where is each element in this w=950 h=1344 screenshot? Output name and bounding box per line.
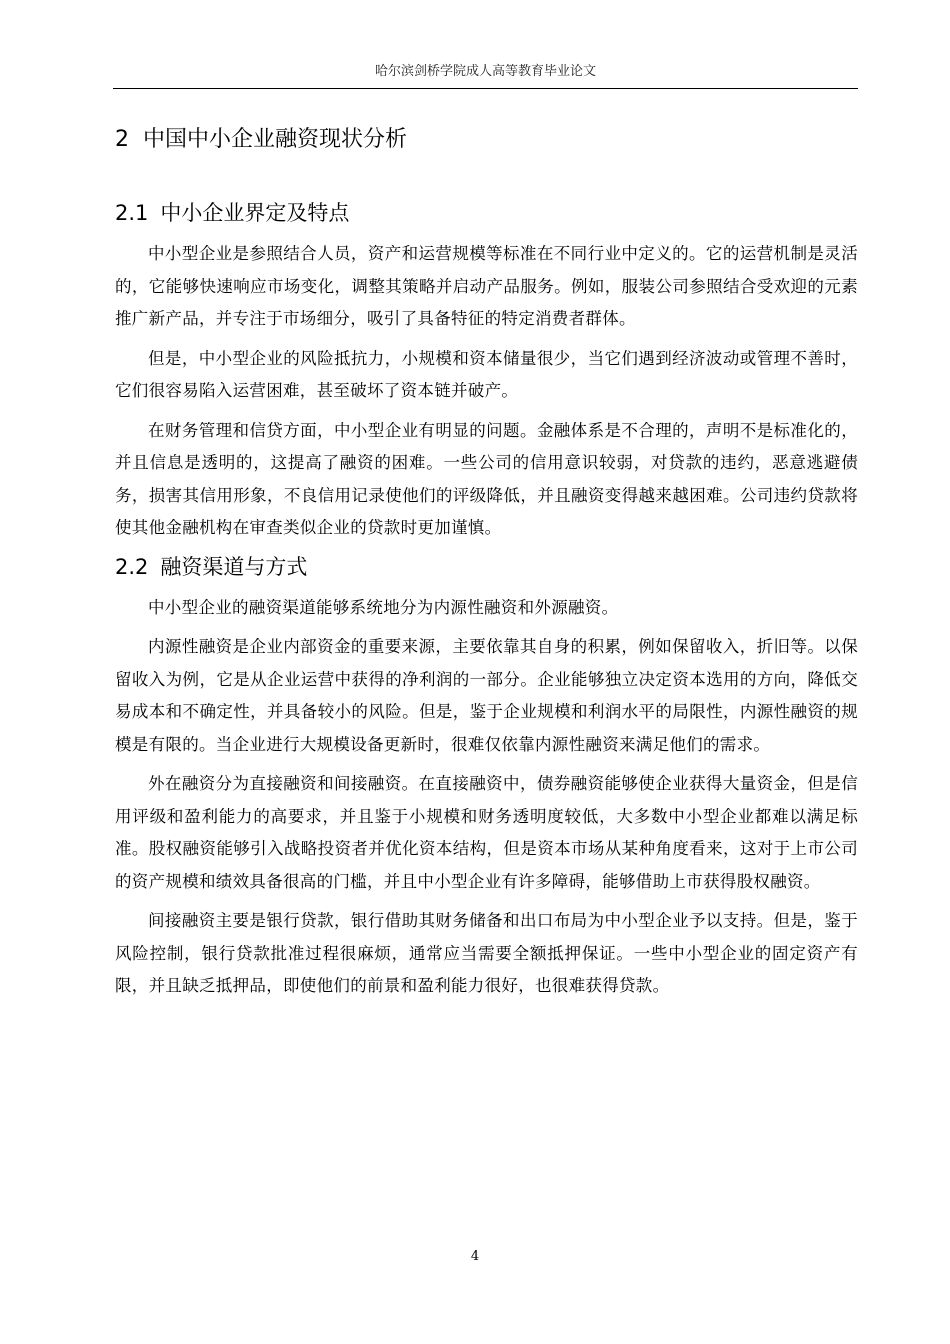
section-heading-2-1 <box>115 192 858 234</box>
paragraph: 在财务管理和信贷方面，中小型企业有明显的问题。金融体系是不合理的，声明不是标准化的，并且信息是透明的，这提高了融资的困难。一些公司的信用意识较弱，对贷款的违约，恶意逃避债务，损害其信用形象，不良信用记录使他们的评级降低，并且融资变得越来越困难。公司违约贷款将使其他金融机构在审查类似企业的贷款时更加谨慎。 <box>115 420 858 537</box>
page-number: 4 <box>470 1249 480 1264</box>
chapter-heading <box>115 118 858 162</box>
running-header: 哈尔滨剑桥学院成人高等教育毕业论文 <box>374 64 596 79</box>
paragraph: 中小型企业是参照结合人员，资产和运营规模等标准在不同行业中定义的。它的运营机制是灵活的，它能够快速响应市场变化，调整其策略并启动产品服务。例如，服装公司参照结合受欢迎的元素推广新产品，并专注于市场细分，吸引了具备特征的特定消费者群体。 <box>115 244 858 328</box>
section-title: 融资渠道与方式 <box>160 554 308 579</box>
paragraph: 中小型企业的融资渠道能够系统地分为内源性融资和外源融资。 <box>148 597 619 617</box>
chapter-number: 2 <box>115 127 129 152</box>
section-title: 中小企业界定及特点 <box>160 201 350 225</box>
paragraph: 间接融资主要是银行贷款，银行借助其财务储备和出口布局为中小型企业予以支持。但是，鉴于风险控制，银行贷款批准过程很麻烦，通常应当需要全额抵押保证。一些中小型企业的固定资产有限，并且缺乏抵押品，即使他们的前景和盈利能力很好，也很难获得贷款。 <box>115 911 858 995</box>
page-content <box>115 118 858 1010</box>
section-heading-2-2 <box>115 546 858 588</box>
paragraph: 外在融资分为直接融资和间接融资。在直接融资中，债券融资能够使企业获得大量资金，但是信用评级和盈利能力的高要求，并且鉴于小规模和财务透明度较低，大多数中小型企业都难以满足标准。股权融资能够引入战略投资者并优化资本结构，但是资本市场从某种角度看来，这对于上市公司的资产规模和绩效具备很高的门槛，并且中小型企业有许多障碍，能够借助上市获得股权融资。 <box>115 774 858 891</box>
paragraph: 内源性融资是企业内部资金的重要来源，主要依靠其自身的积累，例如保留收入，折旧等。以保留收入为例，它是从企业运营中获得的净利润的一部分。企业能够独立决定资本选用的方向，降低交易成本和不确定性，并具备较小的风险。但是，鉴于企业规模和利润水平的局限性，内源性融资的规模是有限的。当企业进行大规模设备更新时，很难仅依靠内源性融资来满足他们的需求。 <box>115 637 858 754</box>
header-rule <box>113 88 858 89</box>
paragraph: 但是，中小型企业的风险抵抗力，小规模和资本储量很少，当它们遇到经济波动或管理不善时，它们很容易陷入运营困难，甚至破坏了资本链并破产。 <box>115 348 858 400</box>
section-number: 2.2 <box>115 554 149 579</box>
chapter-title: 中国中小企业融资现状分析 <box>143 127 408 152</box>
section-number: 2.1 <box>115 201 149 225</box>
